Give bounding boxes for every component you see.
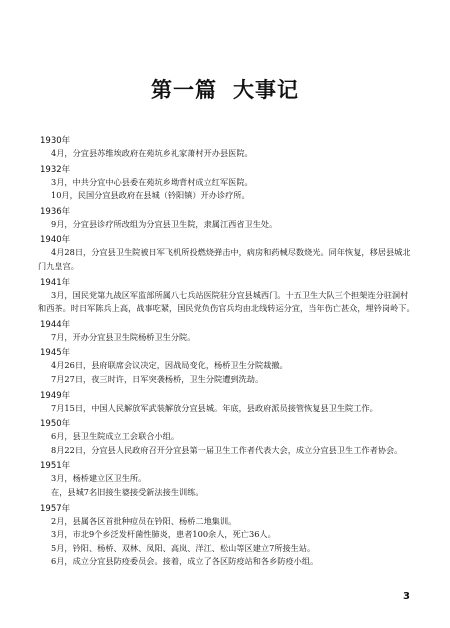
year-heading: 1951年 (40, 461, 71, 472)
chronicle-entry: 6月，县卫生院成立工会联合小组。 (51, 431, 180, 442)
year-section (38, 277, 416, 319)
year-section (38, 390, 416, 419)
year-heading: 1932年 (40, 164, 71, 175)
year-heading: 1950年 (40, 419, 71, 430)
chronicle-entry: 4月26日，县府联席会议决定，因战局变化，杨桥卫生分院裁撤。 (51, 360, 288, 371)
title-part-label: 第一篇 (151, 78, 217, 102)
title-main-label: 大事记 (233, 78, 299, 102)
year-section (38, 418, 416, 460)
chronicle-entry: 7月，开办分宜县卫生院杨桥卫生分院。 (51, 331, 196, 342)
chronicle-entry: 10月，民国分宜县政府在县城（钤阳镇）开办诊疗所。 (51, 190, 250, 201)
chronicle-entry: 5月，钤阳、杨桥、双林、凤阳、高岚、洋江、松山等区建立7所接生站。 (51, 542, 316, 553)
chronicle-body (38, 135, 416, 572)
year-heading: 1936年 (40, 206, 71, 217)
year-section (38, 135, 416, 164)
chronicle-entry: 3月，杨桥建立区卫生所。 (51, 473, 147, 484)
chronicle-entry: 3月，中共分宜中心县委在苑坑乡坳背村成立红军医院。 (51, 176, 253, 187)
chronicle-entry: 7月15日，中国人民解放军武装解放分宜县城。年底，县政府派员接管恢复县卫生院工作。 (51, 402, 378, 413)
chronicle-entry: 6月，成立分宜县防疫委员会。接着，成立了各区防疫站和各乡防疫小组。 (51, 556, 319, 567)
year-heading: 1944年 (40, 319, 71, 330)
year-section (38, 347, 416, 389)
chronicle-entry: 8月22日，分宜县人民政府召开分宜县第一届卫生工作者代表大会，成立分宜县卫生工作者协会。 (51, 444, 403, 455)
chronicle-entry: 4月，分宜县苏维埃政府在苑坑乡礼家萧村开办县医院。 (51, 148, 253, 158)
chronicle-entry: 7月27日，夜三时许，日军突袭杨桥，卫生分院遭到洗劫。 (51, 373, 264, 384)
page-number: 3 (403, 591, 410, 602)
year-section (38, 206, 416, 235)
year-heading: 1957年 (40, 503, 71, 514)
year-section (38, 164, 416, 206)
year-section (38, 319, 416, 348)
chronicle-entry: 3月，国民党第九战区军监部所属八七兵站医院驻分宜县城西门。十五卫生大队三个担架连分驻洞村和西茶。时日军陈兵上高，战事吃紧，国民党负伤官兵均由北线转运分宜，当年伤亡甚众，埋钤岗岭下。 (38, 289, 415, 314)
chronicle-entry: 在，县城7名旧接生婆接受新法接生训练。 (51, 486, 204, 497)
year-heading: 1949年 (40, 390, 71, 401)
year-section (38, 460, 416, 502)
year-heading: 1940年 (40, 235, 71, 246)
chronicle-entry: 9月，分宜县诊疗所改组为分宜县卫生院，隶属江西省卫生处。 (51, 218, 278, 229)
page-title (0, 74, 450, 104)
chronicle-entry: 2月，县属各区首批种痘员在钤阳、杨桥二地集训。 (51, 515, 237, 526)
year-heading: 1930年 (40, 136, 71, 146)
year-section (38, 234, 416, 276)
chronicle-entry: 4月28日，分宜县卫生院被日军飞机所投燃烧弹击中，病房和药械尽数烧光。同年恢复，移居县城北门九皇宫。 (38, 247, 411, 271)
chronicle-entry: 3月，市北9个乡泛发杆菌性肺炎，患者100余人，死亡36人。 (51, 529, 276, 540)
year-heading: 1945年 (40, 348, 71, 359)
year-heading: 1941年 (40, 277, 71, 288)
year-section (38, 503, 416, 572)
